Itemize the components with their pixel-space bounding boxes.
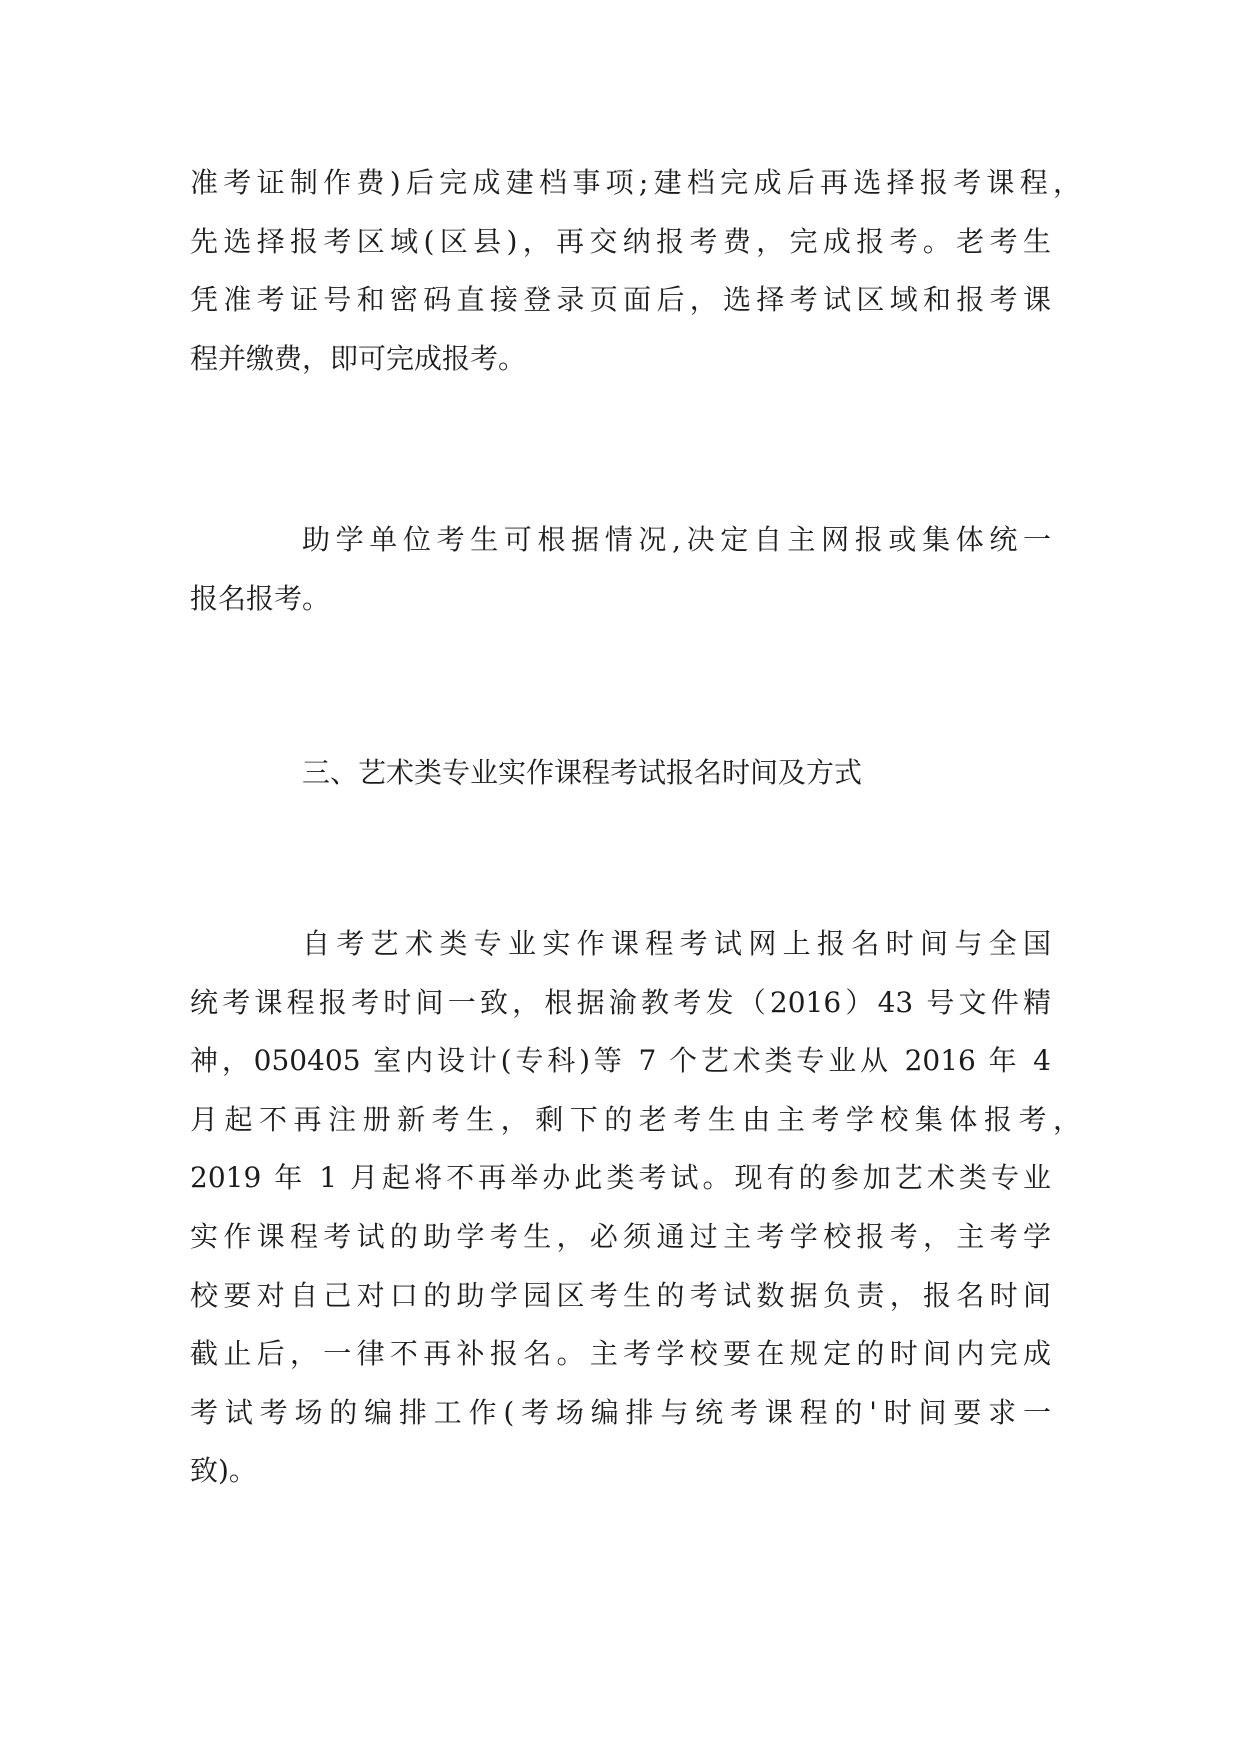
paragraph-line: 自考艺术类专业实作课程考试网上报名时间与全国 xyxy=(302,927,1051,960)
paragraph-line: 先选择报考区域(区县)，再交纳报考费，完成报考。老考生 xyxy=(190,224,1051,258)
paragraph-registration-steps xyxy=(190,154,1081,388)
section-heading: 三、艺术类专业实作课程考试报名时间及方式 xyxy=(302,756,863,789)
paragraph-line: 凭准考证号和密码直接登录页面后，选择考试区域和报考课 xyxy=(190,283,1051,317)
paragraph-art-practical-exam xyxy=(190,915,1081,1501)
paragraph-line: 月起不再注册新考生，剩下的老考生由主考学校集体报考， xyxy=(190,1102,1081,1136)
paragraph-line: 校要对自己对口的助学园区考生的考试数据负责，报名时间 xyxy=(190,1278,1051,1312)
paragraph-line: 准考证制作费)后完成建档事项;建档完成后再选择报考课程， xyxy=(190,166,1081,199)
paragraph-line: 2019 年 1 月起将不再举办此类考试。现有的参加艺术类专业 xyxy=(190,1161,1051,1195)
paragraph-line: 考试考场的编排工作(考场编排与统考课程的'时间要求一 xyxy=(190,1395,1051,1429)
paragraph-line: 助学单位考生可根据情况,决定自主网报或集体统一 xyxy=(302,523,1051,556)
paragraph-line: 报名报考。 xyxy=(190,581,331,615)
paragraph-line: 统考课程报考时间一致，根据渝教考发（2016）43 号文件精 xyxy=(190,985,1051,1019)
section-heading-block xyxy=(190,744,1051,803)
paragraph-line: 截止后，一律不再补报名。主考学校要在规定的时间内完成 xyxy=(190,1337,1051,1371)
paragraph-line: 程并缴费，即可完成报考。 xyxy=(190,341,527,375)
paragraph-line: 实作课程考试的助学考生，必须通过主考学校报考，主考学 xyxy=(190,1219,1051,1253)
paragraph-line: 神，050405 室内设计(专科)等 7 个艺术类专业从 2016 年 4 xyxy=(190,1044,1051,1078)
paragraph-assisted-units xyxy=(190,511,1051,628)
paragraph-line: 致)。 xyxy=(190,1454,257,1488)
